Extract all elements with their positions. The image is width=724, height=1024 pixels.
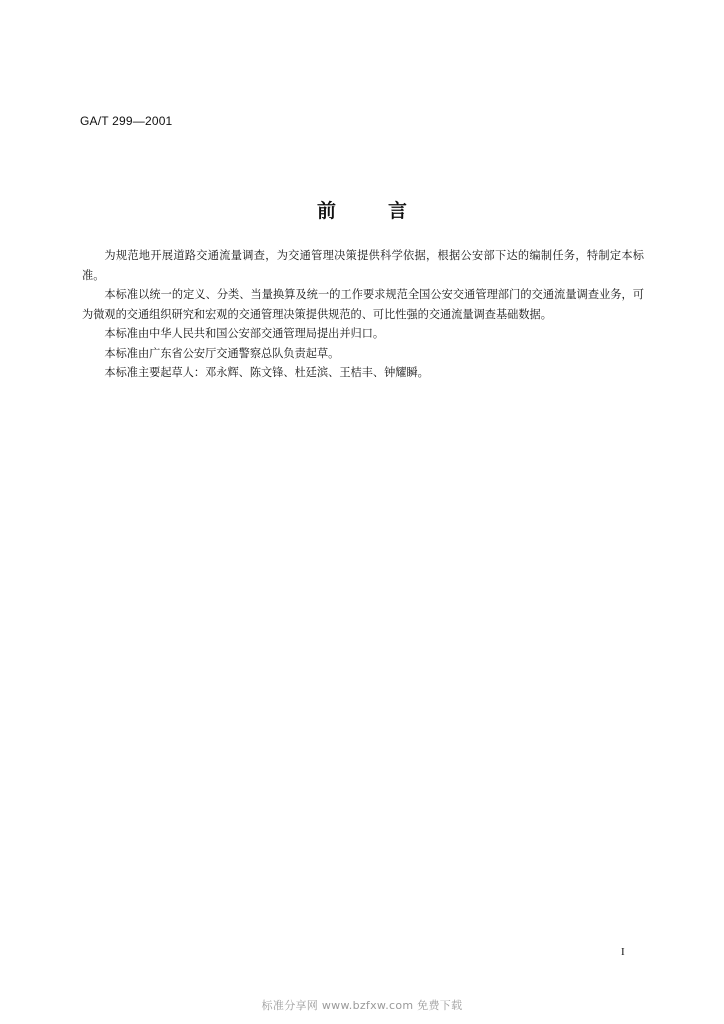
page-title <box>0 196 724 223</box>
paragraph-drafting-unit: 本标准由广东省公安厅交通警察总队负责起草。 <box>104 346 340 360</box>
paragraph-scope: 本标准以统一的定义、分类、当量换算及统一的工作要求规范全国公安交通管理部门的交通流量调查业务，可为微观的交通组织研究和宏观的交通管理决策提供规范的、可比性强的交通流量调查基础数据。 <box>82 288 644 321</box>
page-number: I <box>621 946 625 958</box>
watermark-text: 标准分享网 www.bzfxw.com 免费下载 <box>261 999 463 1012</box>
foreword-body <box>82 246 644 383</box>
paragraph-proposer: 本标准由中华人民共和国公安部交通管理局提出并归口。 <box>104 327 385 340</box>
paragraph-purpose: 为规范地开展道路交通流量调查，为交通管理决策提供科学依据，根据公安部下达的编制任务，特制定本标准。 <box>82 249 644 282</box>
standard-code: GA/T 299—2001 <box>80 114 173 128</box>
title-char-1: 前 <box>316 200 336 222</box>
title-char-2: 言 <box>388 200 408 222</box>
paragraph-drafters: 本标准主要起草人：邓永辉、陈文锋、杜廷滨、王桔丰、钟耀瞬。 <box>104 366 429 379</box>
